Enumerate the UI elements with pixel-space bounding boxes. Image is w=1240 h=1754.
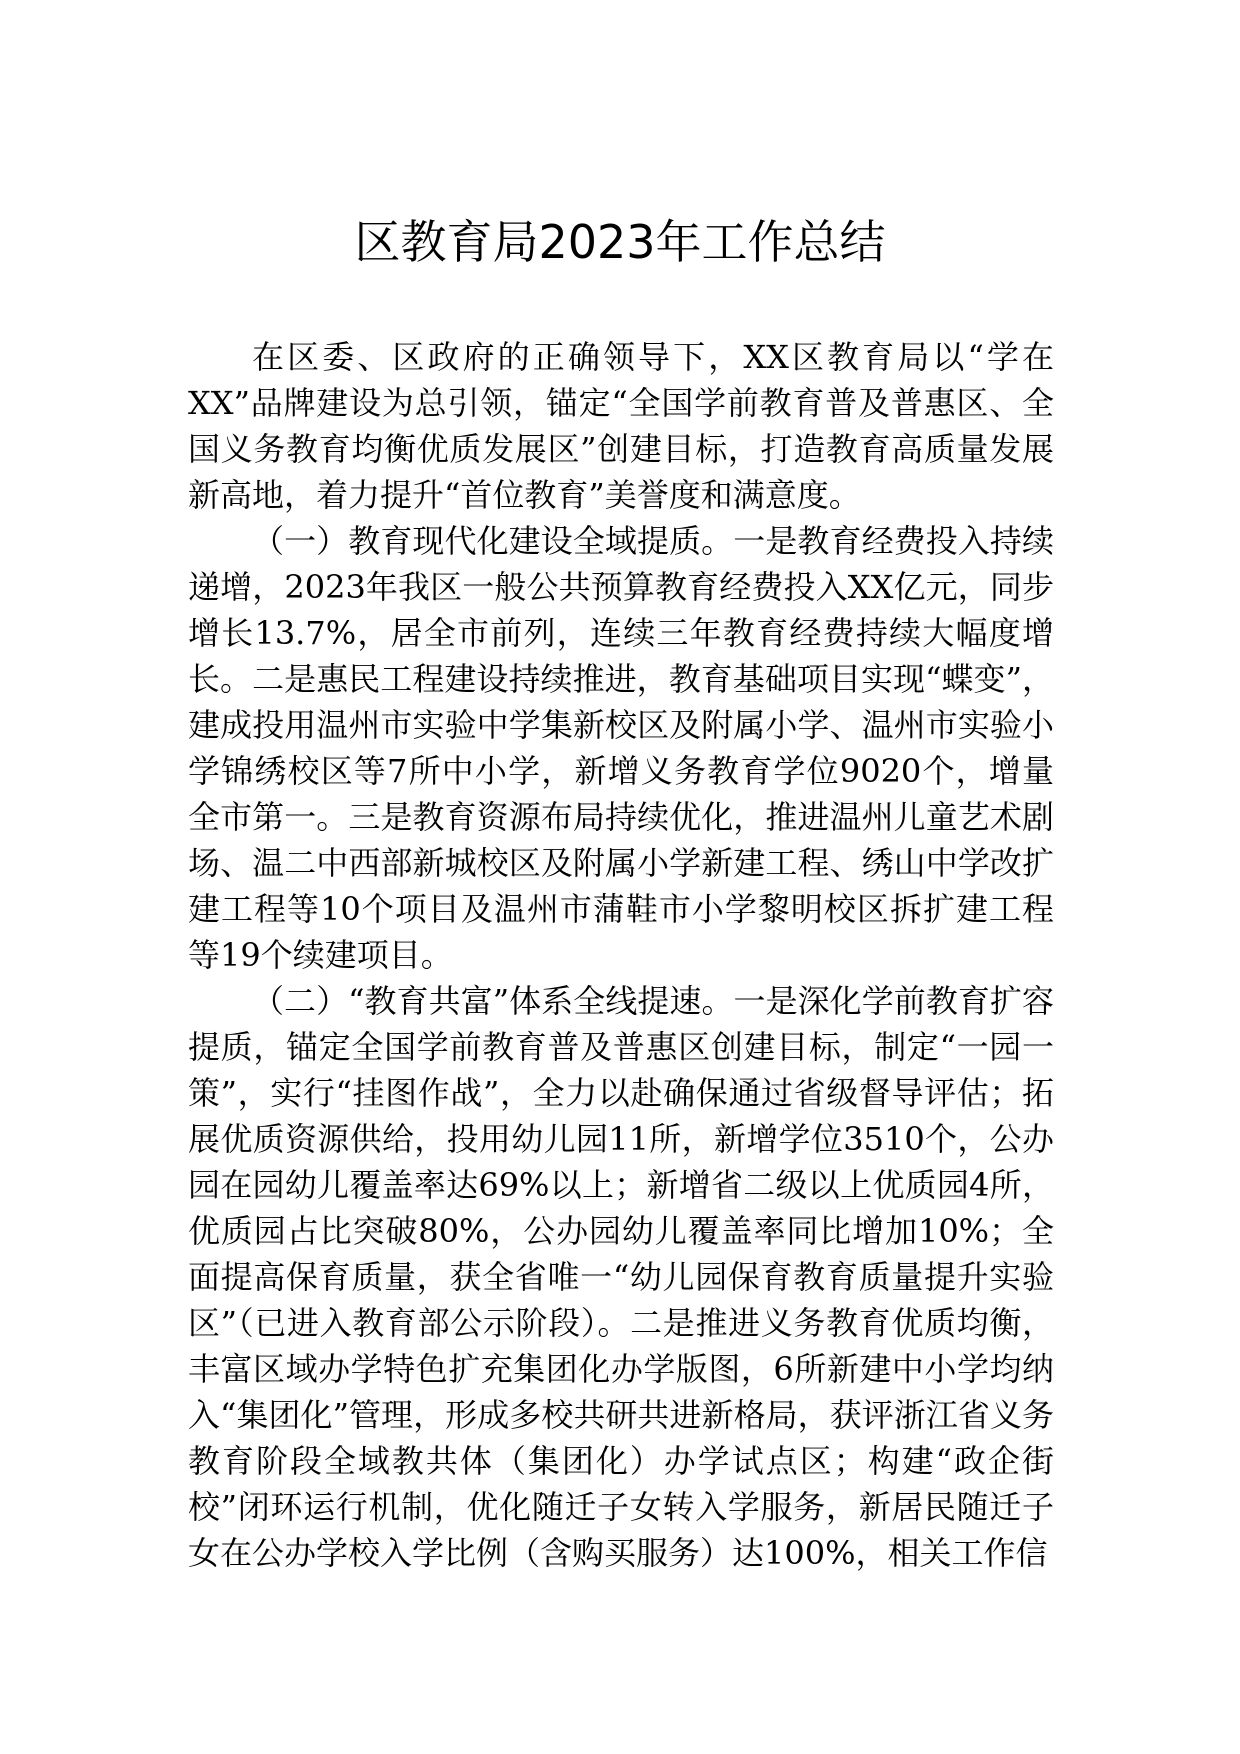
paragraph-intro: 在区委、区政府的正确领导下，XX区教育局以“学在XX”品牌建设为总引领，锚定“全国学前教育普及普惠区、全国义务教育均衡优质发展区”创建目标，打造教育高质量发展新高地，着力提升“首位教育”美誉度和满意度。 [188, 338, 1054, 514]
paragraph-section-1: （一）教育现代化建设全域提质。一是教育经费投入持续递增，2023年我区一般公共预算教育经费投入XX亿元，同步增长13.7%，居全市前列，连续三年教育经费持续大幅度增长。二是惠民工程建设持续推进，教育基础项目实现“蝶变”，建成投用温州市实验中学集新校区及附属小学、温州市实验小学锦绣校区等7所中小学，新增义务教育学位9020个，增量全市第一。三是教育资源布局持续优化，推进温州儿童艺术剧场、温二中西部新城校区及附属小学新建工程、绣山中学改扩建工程等10个项目及温州市蒲鞋市小学黎明校区拆扩建工程等19个续建项目。 [188, 522, 1054, 974]
document-body [188, 334, 1054, 1576]
paragraph-section-2: （二）“教育共富”体系全线提速。一是深化学前教育扩容提质，锚定全国学前教育普及普惠区创建目标，制定“一园一策”，实行“挂图作战”，全力以赴确保通过省级督导评估；拓展优质资源供给，投用幼儿园11所，新增学位3510个，公办园在园幼儿覆盖率达69%以上；新增省二级以上优质园4所，优质园占比突破80%，公办园幼儿覆盖率同比增加10%；全面提高保育质量，获全省唯一“幼儿园保育教育质量提升实验区”（已进入教育部公示阶段）。二是推进义务教育优质均衡，丰富区域办学特色扩充集团化办学版图，6所新建中小学均纳入“集团化”管理，形成多校共研共进新格局，获评浙江省义务教育阶段全域教共体（集团化）办学试点区；构建“政企街校”闭环运行机制，优化随迁子女转入学服务，新居民随迁子女在公办学校入学比例（含购买服务）达100%，相关工作信 [188, 982, 1054, 1572]
document-title: 区教育局2023年工作总结 [354, 215, 886, 269]
